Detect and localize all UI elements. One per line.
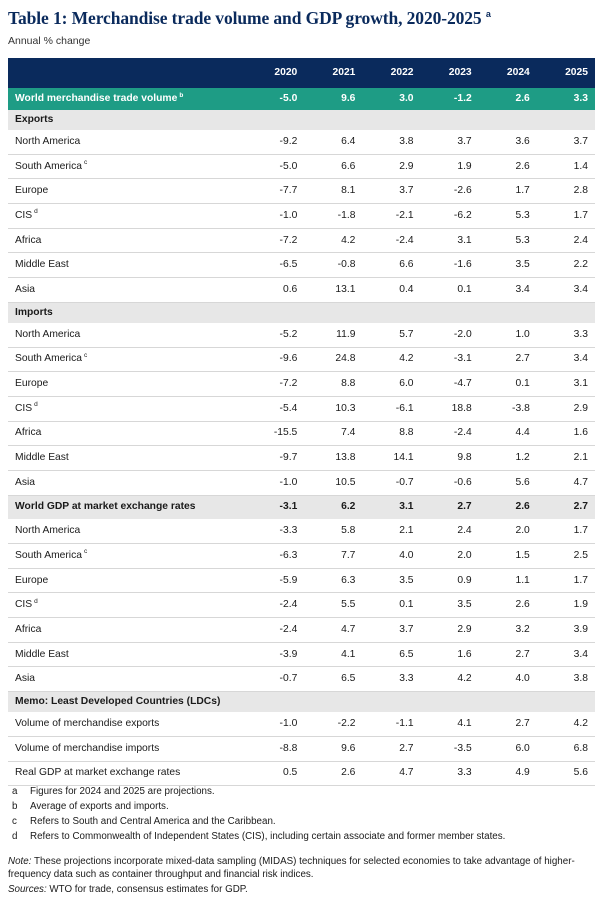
value-cell: 9.8 <box>421 446 479 471</box>
value-cell: 2.2 <box>537 253 595 278</box>
value-cell <box>479 302 537 323</box>
year-header: 2020 <box>246 58 304 88</box>
value-cell: -2.1 <box>362 204 420 229</box>
year-header: 2022 <box>362 58 420 88</box>
value-cell <box>304 110 362 130</box>
value-cell: 1.7 <box>537 204 595 229</box>
value-cell: 2.8 <box>537 179 595 204</box>
value-cell: 2.7 <box>421 495 479 519</box>
value-cell: -9.7 <box>246 446 304 471</box>
table-row <box>8 372 595 397</box>
value-cell: 0.1 <box>421 278 479 303</box>
value-cell: 3.4 <box>537 642 595 667</box>
value-cell: 5.3 <box>479 228 537 253</box>
value-cell: -3.1 <box>421 347 479 372</box>
value-cell: -6.2 <box>421 204 479 229</box>
value-cell: 10.5 <box>304 470 362 495</box>
value-cell: 13.1 <box>304 278 362 303</box>
value-cell: -4.7 <box>421 372 479 397</box>
table-row <box>8 593 595 618</box>
row-label: South America $^c$ <box>8 544 246 569</box>
value-cell: 3.6 <box>479 130 537 154</box>
value-cell: 2.0 <box>421 544 479 569</box>
value-cell: 3.3 <box>421 761 479 786</box>
value-cell: 0.1 <box>479 372 537 397</box>
value-cell: -1.0 <box>246 470 304 495</box>
value-cell: 0.5 <box>246 761 304 786</box>
value-cell: 3.9 <box>537 618 595 643</box>
value-cell: 4.7 <box>362 761 420 786</box>
value-cell: 18.8 <box>421 396 479 421</box>
value-cell: 6.5 <box>362 642 420 667</box>
value-cell: -2.4 <box>362 228 420 253</box>
table-row <box>8 568 595 593</box>
value-cell: 2.7 <box>479 712 537 736</box>
value-cell: -1.8 <box>304 204 362 229</box>
value-cell: -3.5 <box>421 736 479 761</box>
value-cell: -1.1 <box>362 712 420 736</box>
footnote: b Average of exports and imports. <box>12 801 169 812</box>
value-cell: -5.0 <box>246 88 304 110</box>
value-cell <box>246 302 304 323</box>
value-cell: 0.9 <box>421 568 479 593</box>
table-row <box>8 204 595 229</box>
table-subtitle: Annual % change <box>8 35 91 47</box>
row-label: Middle East <box>8 446 246 471</box>
value-cell <box>246 110 304 130</box>
value-cell: -0.8 <box>304 253 362 278</box>
row-label: Volume of merchandise imports <box>8 736 246 761</box>
value-cell <box>537 110 595 130</box>
value-cell: 0.1 <box>362 593 420 618</box>
value-cell: 2.9 <box>421 618 479 643</box>
row-label: Volume of merchandise exports <box>8 712 246 736</box>
value-cell: 1.1 <box>479 568 537 593</box>
row-label: Asia <box>8 470 246 495</box>
row-label: South America $^c$ <box>8 347 246 372</box>
table-row <box>8 130 595 154</box>
value-cell: 3.4 <box>537 347 595 372</box>
table-row <box>8 154 595 179</box>
value-cell: -7.2 <box>246 228 304 253</box>
value-cell <box>537 692 595 713</box>
value-cell: 5.3 <box>479 204 537 229</box>
value-cell: 4.0 <box>362 544 420 569</box>
value-cell: 1.7 <box>537 568 595 593</box>
value-cell: 7.4 <box>304 421 362 446</box>
value-cell: 3.5 <box>421 593 479 618</box>
table-title: Table 1: Merchandise trade volume and GDP growth, 2020-2025 $^a$ <box>8 8 491 28</box>
value-cell: -0.7 <box>246 667 304 692</box>
table-row <box>8 347 595 372</box>
value-cell: 6.3 <box>304 568 362 593</box>
footnote-marker: d <box>34 208 38 216</box>
value-cell: -0.6 <box>421 470 479 495</box>
value-cell: -15.5 <box>246 421 304 446</box>
value-cell <box>362 110 420 130</box>
value-cell: -1.6 <box>421 253 479 278</box>
value-cell: -7.2 <box>246 372 304 397</box>
value-cell: 8.8 <box>362 421 420 446</box>
row-label: Middle East <box>8 642 246 667</box>
value-cell: 6.4 <box>304 130 362 154</box>
title-footnote-marker: a <box>485 9 491 20</box>
value-cell <box>537 302 595 323</box>
row-label: Africa <box>8 228 246 253</box>
value-cell: 0.6 <box>246 278 304 303</box>
footnote-marker: b <box>179 91 184 99</box>
value-cell: -2.0 <box>421 323 479 347</box>
value-cell: 1.0 <box>479 323 537 347</box>
value-cell: -2.2 <box>304 712 362 736</box>
table-row <box>8 446 595 471</box>
value-cell: -6.5 <box>246 253 304 278</box>
value-cell: 5.5 <box>304 593 362 618</box>
row-label: CIS $^d$ <box>8 593 246 618</box>
value-cell: 14.1 <box>362 446 420 471</box>
row-label: World merchandise trade volume $^b$ <box>8 88 246 110</box>
value-cell: -5.2 <box>246 323 304 347</box>
section-memo <box>8 692 595 713</box>
value-cell: 6.0 <box>362 372 420 397</box>
value-cell: -5.0 <box>246 154 304 179</box>
value-cell: 10.3 <box>304 396 362 421</box>
header-row <box>8 58 595 88</box>
trade-table <box>8 58 595 786</box>
value-cell: 5.6 <box>537 761 595 786</box>
value-cell: 6.5 <box>304 667 362 692</box>
table-row <box>8 470 595 495</box>
value-cell <box>362 302 420 323</box>
table-row <box>8 519 595 543</box>
value-cell: 6.6 <box>304 154 362 179</box>
value-cell <box>362 692 420 713</box>
row-label: Memo: Least Developed Countries (LDCs) <box>8 692 246 713</box>
value-cell: -1.0 <box>246 712 304 736</box>
row-label: Europe <box>8 372 246 397</box>
value-cell <box>246 692 304 713</box>
value-cell: 3.3 <box>362 667 420 692</box>
value-cell: 2.4 <box>421 519 479 543</box>
value-cell: 2.1 <box>362 519 420 543</box>
value-cell: 4.2 <box>537 712 595 736</box>
value-cell: 4.1 <box>421 712 479 736</box>
value-cell: 4.2 <box>304 228 362 253</box>
row-label: North America <box>8 130 246 154</box>
value-cell: 4.4 <box>479 421 537 446</box>
value-cell: -1.0 <box>246 204 304 229</box>
value-cell: 5.8 <box>304 519 362 543</box>
value-cell: 2.5 <box>537 544 595 569</box>
value-cell: 9.6 <box>304 736 362 761</box>
table-row <box>8 618 595 643</box>
table-row <box>8 179 595 204</box>
table-row <box>8 712 595 736</box>
value-cell: 2.6 <box>304 761 362 786</box>
footnote-marker: d <box>34 401 38 409</box>
value-cell: 3.1 <box>537 372 595 397</box>
value-cell <box>421 692 479 713</box>
value-cell: 5.6 <box>479 470 537 495</box>
value-cell: 5.7 <box>362 323 420 347</box>
row-label: North America <box>8 519 246 543</box>
value-cell: -9.6 <box>246 347 304 372</box>
value-cell: 3.2 <box>479 618 537 643</box>
value-cell: 3.0 <box>362 88 420 110</box>
value-cell: 2.7 <box>362 736 420 761</box>
value-cell: 2.7 <box>537 495 595 519</box>
table-row <box>8 544 595 569</box>
value-cell: 1.5 <box>479 544 537 569</box>
row-label: Real GDP at market exchange rates <box>8 761 246 786</box>
table-row <box>8 667 595 692</box>
section-imports <box>8 302 595 323</box>
value-cell: -6.3 <box>246 544 304 569</box>
row-label: Africa <box>8 421 246 446</box>
value-cell: -5.9 <box>246 568 304 593</box>
value-cell: -7.7 <box>246 179 304 204</box>
row-label: Exports <box>8 110 246 130</box>
value-cell: 2.7 <box>479 347 537 372</box>
row-label: World GDP at market exchange rates <box>8 495 246 519</box>
value-cell: 1.7 <box>479 179 537 204</box>
year-header: 2023 <box>421 58 479 88</box>
value-cell: 2.0 <box>479 519 537 543</box>
value-cell: -3.3 <box>246 519 304 543</box>
value-cell: 2.6 <box>479 495 537 519</box>
row-label: Europe <box>8 179 246 204</box>
table-row <box>8 396 595 421</box>
table-row <box>8 278 595 303</box>
value-cell: -6.1 <box>362 396 420 421</box>
value-cell: 4.1 <box>304 642 362 667</box>
value-cell: -2.4 <box>246 618 304 643</box>
value-cell <box>304 692 362 713</box>
table-row <box>8 421 595 446</box>
row-label: CIS $^d$ <box>8 204 246 229</box>
value-cell: -3.8 <box>479 396 537 421</box>
footnote: d Refers to Commonwealth of Independent States (CIS), including certain associate and former member states. <box>12 831 506 842</box>
value-cell: -9.2 <box>246 130 304 154</box>
section-exports <box>8 110 595 130</box>
value-cell: 4.2 <box>362 347 420 372</box>
footnote: c Refers to South and Central America and the Caribbean. <box>12 816 276 827</box>
table-row <box>8 323 595 347</box>
value-cell: 3.7 <box>421 130 479 154</box>
footnote-marker: c <box>83 351 88 359</box>
year-header: 2021 <box>304 58 362 88</box>
row-label: Asia <box>8 667 246 692</box>
table-row <box>8 228 595 253</box>
value-cell: 1.9 <box>421 154 479 179</box>
value-cell: -5.4 <box>246 396 304 421</box>
value-cell <box>304 302 362 323</box>
value-cell: 4.0 <box>479 667 537 692</box>
note-text: Note: These projections incorporate mixed-data sampling (MIDAS) techniques for selected economies to take advantage of higher-frequency data such as container throughput and financial risk indices. <box>8 856 575 880</box>
sources-text: Sources: WTO for trade, consensus estimates for GDP. <box>8 884 248 895</box>
value-cell: 3.8 <box>362 130 420 154</box>
value-cell: 3.5 <box>362 568 420 593</box>
world-trade-row <box>8 88 595 110</box>
value-cell: 1.7 <box>537 519 595 543</box>
value-cell: -2.6 <box>421 179 479 204</box>
row-label: CIS $^d$ <box>8 396 246 421</box>
value-cell: 4.7 <box>304 618 362 643</box>
value-cell: 4.7 <box>537 470 595 495</box>
value-cell <box>479 110 537 130</box>
footnote: a Figures for 2024 and 2025 are projections. <box>12 786 215 797</box>
value-cell: 1.6 <box>421 642 479 667</box>
value-cell: 3.1 <box>421 228 479 253</box>
value-cell: 3.4 <box>537 278 595 303</box>
header-label-cell <box>8 58 246 88</box>
value-cell: 4.2 <box>421 667 479 692</box>
world-gdp-row <box>8 495 595 519</box>
value-cell: 3.7 <box>362 179 420 204</box>
footnotes <box>8 786 505 846</box>
row-label: Imports <box>8 302 246 323</box>
value-cell: 1.2 <box>479 446 537 471</box>
value-cell: 1.6 <box>537 421 595 446</box>
footnote-marker: c <box>83 548 88 556</box>
value-cell: -1.2 <box>421 88 479 110</box>
row-label: Asia <box>8 278 246 303</box>
value-cell: 6.0 <box>479 736 537 761</box>
year-header: 2025 <box>537 58 595 88</box>
row-label: Africa <box>8 618 246 643</box>
value-cell: 2.6 <box>479 88 537 110</box>
value-cell: -8.8 <box>246 736 304 761</box>
year-header: 2024 <box>479 58 537 88</box>
value-cell: 2.9 <box>362 154 420 179</box>
table-row <box>8 761 595 786</box>
value-cell: 2.4 <box>537 228 595 253</box>
table-row <box>8 253 595 278</box>
value-cell: 2.7 <box>479 642 537 667</box>
value-cell: 9.6 <box>304 88 362 110</box>
value-cell: 3.1 <box>362 495 420 519</box>
value-cell: 7.7 <box>304 544 362 569</box>
value-cell: 2.9 <box>537 396 595 421</box>
value-cell: -3.9 <box>246 642 304 667</box>
table-row <box>8 642 595 667</box>
value-cell: 1.9 <box>537 593 595 618</box>
value-cell: 8.1 <box>304 179 362 204</box>
row-label: Middle East <box>8 253 246 278</box>
value-cell: 13.8 <box>304 446 362 471</box>
footnote-marker: d <box>34 597 38 605</box>
value-cell: -0.7 <box>362 470 420 495</box>
value-cell: 3.7 <box>362 618 420 643</box>
row-label: South America $^c$ <box>8 154 246 179</box>
value-cell: 3.5 <box>479 253 537 278</box>
value-cell: 6.8 <box>537 736 595 761</box>
value-cell: 8.8 <box>304 372 362 397</box>
value-cell: 6.2 <box>304 495 362 519</box>
value-cell <box>479 692 537 713</box>
value-cell: 3.7 <box>537 130 595 154</box>
value-cell: 4.9 <box>479 761 537 786</box>
value-cell <box>421 110 479 130</box>
value-cell: 3.3 <box>537 88 595 110</box>
value-cell <box>421 302 479 323</box>
value-cell: 2.1 <box>537 446 595 471</box>
value-cell: -2.4 <box>246 593 304 618</box>
value-cell: 11.9 <box>304 323 362 347</box>
value-cell: 24.8 <box>304 347 362 372</box>
footnote-marker: c <box>83 159 88 167</box>
value-cell: 2.6 <box>479 154 537 179</box>
value-cell: 1.4 <box>537 154 595 179</box>
value-cell: 0.4 <box>362 278 420 303</box>
value-cell: -3.1 <box>246 495 304 519</box>
value-cell: 2.6 <box>479 593 537 618</box>
value-cell: 3.8 <box>537 667 595 692</box>
row-label: North America <box>8 323 246 347</box>
value-cell: 6.6 <box>362 253 420 278</box>
table-row <box>8 736 595 761</box>
row-label: Europe <box>8 568 246 593</box>
value-cell: 3.4 <box>479 278 537 303</box>
value-cell: -2.4 <box>421 421 479 446</box>
value-cell: 3.3 <box>537 323 595 347</box>
